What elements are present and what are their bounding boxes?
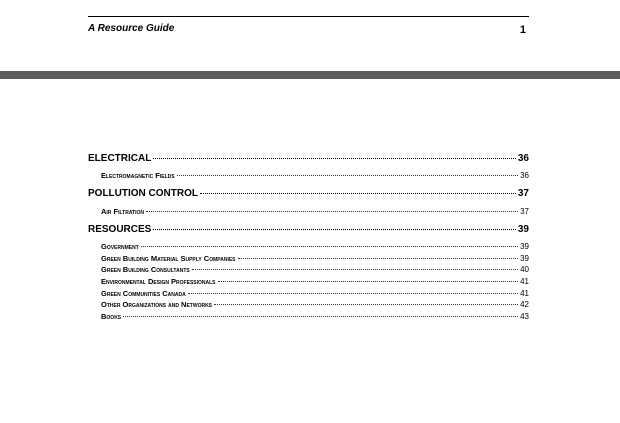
- toc-section-page: 39: [517, 224, 529, 235]
- toc-item-green-communities-canada[interactable]: [101, 288, 529, 299]
- toc-section-page: 36: [517, 153, 529, 164]
- dot-leader: [200, 192, 516, 194]
- running-header-title: A Resource Guide: [88, 23, 175, 34]
- toc-item-label: Green Communities Canada: [101, 288, 186, 298]
- toc-item-green-building-material-supply[interactable]: [101, 253, 529, 264]
- toc-item-page: 42: [520, 300, 529, 309]
- toc-item-label: Air Filtration: [101, 207, 145, 216]
- toc-section-label: RESOURCES: [88, 224, 152, 235]
- toc-item-label: Green Building Consultants: [101, 265, 190, 274]
- toc-item-air-filtration[interactable]: [101, 206, 529, 217]
- toc-item-label: Books: [101, 311, 122, 321]
- dot-leader: [123, 315, 518, 317]
- toc-item-electromagnetic-fields[interactable]: [101, 170, 529, 181]
- toc-item-label: Electromagnetic Fields: [101, 171, 175, 180]
- dot-leader: [177, 174, 518, 176]
- toc-item-page: 41: [520, 288, 529, 298]
- toc-item-page: 37: [520, 207, 529, 216]
- toc-item-page: 43: [520, 311, 529, 321]
- toc-section-label: ELECTRICAL: [88, 153, 152, 164]
- dot-leader: [192, 268, 518, 270]
- toc-section-label: POLLUTION CONTROL: [88, 188, 198, 199]
- toc-item-label: Environmental Design Professionals: [101, 276, 216, 286]
- header-band: [0, 71, 620, 79]
- toc-section-pollution-control[interactable]: [88, 187, 529, 200]
- toc-item-page: 41: [520, 276, 529, 286]
- toc-item-other-organizations-networks[interactable]: [101, 299, 529, 310]
- dot-leader: [153, 157, 516, 159]
- dot-leader: [218, 280, 519, 282]
- dot-leader: [188, 292, 518, 294]
- toc-item-page: 39: [520, 253, 529, 263]
- header-rule: [88, 16, 529, 17]
- toc-item-environmental-design-professionals[interactable]: [101, 276, 529, 287]
- page-number: 1: [519, 24, 526, 36]
- dot-leader: [238, 257, 519, 259]
- toc-item-label: Green Building Material Supply Companies: [101, 253, 236, 263]
- toc-item-page: 36: [520, 171, 529, 180]
- toc-item-label: Other Organizations and Networks: [101, 300, 213, 309]
- toc-section-resources[interactable]: [88, 223, 529, 236]
- toc-section-page: 37: [517, 188, 529, 199]
- toc-section-electrical[interactable]: [88, 152, 529, 165]
- dot-leader: [146, 210, 518, 212]
- toc-item-page: 39: [520, 242, 529, 251]
- dot-leader: [153, 228, 516, 230]
- toc-item-label: Government: [101, 242, 139, 251]
- toc-item-government[interactable]: [101, 241, 529, 252]
- dot-leader: [141, 245, 518, 247]
- toc-item-green-building-consultants[interactable]: [101, 264, 529, 275]
- toc-item-page: 40: [520, 265, 529, 274]
- toc-item-books[interactable]: [101, 311, 529, 322]
- dot-leader: [214, 303, 518, 305]
